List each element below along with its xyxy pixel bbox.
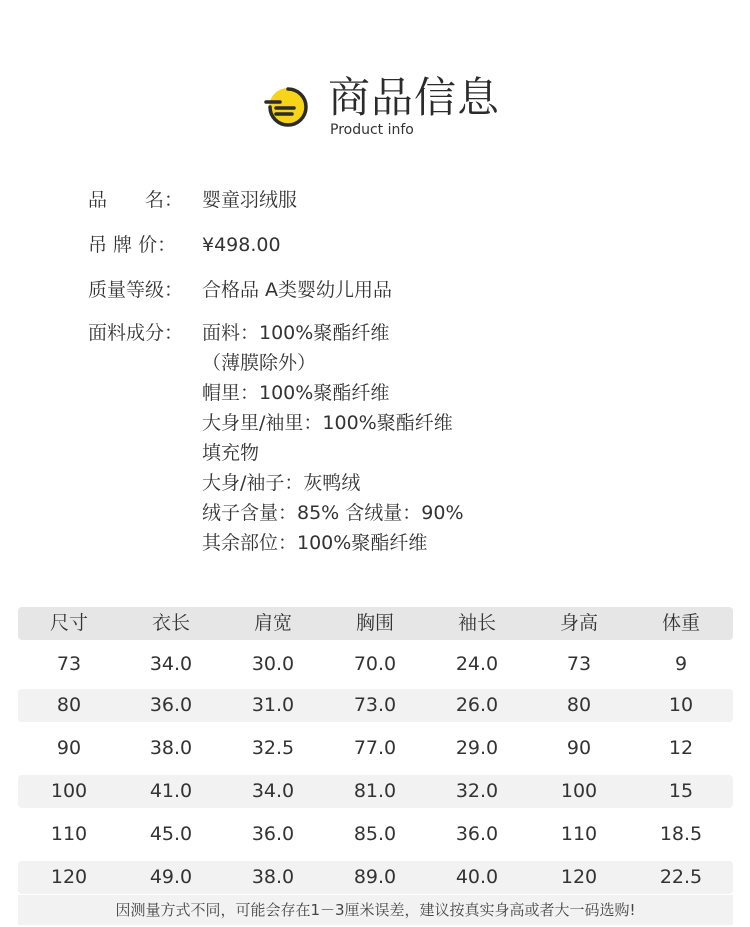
section-header bbox=[0, 70, 750, 140]
fabric-line: 大身/袖子：灰鸭绒 bbox=[202, 472, 361, 494]
table-row bbox=[18, 861, 733, 894]
table-cell: 30.0 bbox=[251, 653, 295, 675]
table-cell: 77.0 bbox=[353, 737, 397, 759]
table-row bbox=[18, 732, 733, 765]
list-icon bbox=[262, 84, 314, 130]
table-row bbox=[18, 648, 733, 681]
table-cell: 90 bbox=[566, 737, 592, 759]
table-header-cell: 尺寸 bbox=[49, 612, 88, 634]
table-cell: 40.0 bbox=[455, 866, 499, 888]
table-cell: 18.5 bbox=[659, 823, 703, 845]
table-cell: 90 bbox=[56, 737, 82, 759]
table-cell: 41.0 bbox=[149, 780, 193, 802]
table-cell: 22.5 bbox=[659, 866, 703, 888]
info-value-name: 婴童羽绒服 bbox=[202, 189, 298, 211]
section-subtitle: Product info bbox=[330, 122, 414, 138]
table-cell: 38.0 bbox=[251, 866, 295, 888]
table-cell: 34.0 bbox=[149, 653, 193, 675]
fabric-line: （薄膜除外） bbox=[202, 352, 317, 374]
fabric-line: 其余部位：100%聚酯纤维 bbox=[202, 532, 428, 554]
table-header-cell: 身高 bbox=[559, 612, 598, 634]
fabric-line: 填充物 bbox=[202, 442, 260, 464]
table-row bbox=[18, 775, 733, 808]
table-header-cell: 袖长 bbox=[457, 612, 496, 634]
table-cell: 70.0 bbox=[353, 653, 397, 675]
measurement-note: 因测量方式不同，可能会存在1－3厘米误差，建议按真实身高或者大一码选购! bbox=[18, 895, 733, 925]
table-cell: 36.0 bbox=[251, 823, 295, 845]
table-cell: 73 bbox=[56, 653, 82, 675]
table-row bbox=[18, 689, 733, 722]
info-value-quality: 合格品 A类婴幼儿用品 bbox=[202, 279, 393, 301]
table-cell: 29.0 bbox=[455, 737, 499, 759]
fabric-line: 面料：100%聚酯纤维 bbox=[202, 322, 390, 344]
table-header-cell: 衣长 bbox=[151, 612, 190, 634]
table-cell: 89.0 bbox=[353, 866, 397, 888]
table-cell: 26.0 bbox=[455, 694, 499, 716]
info-label-price: 吊 牌 价： bbox=[88, 234, 177, 256]
table-cell: 32.5 bbox=[251, 737, 295, 759]
table-cell: 85.0 bbox=[353, 823, 397, 845]
table-cell: 24.0 bbox=[455, 653, 499, 675]
table-cell: 120 bbox=[50, 866, 88, 888]
fabric-line: 大身里/袖里：100%聚酯纤维 bbox=[202, 412, 453, 434]
table-cell: 10 bbox=[668, 694, 694, 716]
section-title: 商品信息 bbox=[328, 73, 501, 122]
table-cell: 38.0 bbox=[149, 737, 193, 759]
table-header-cell: 肩宽 bbox=[253, 612, 292, 634]
table-cell: 31.0 bbox=[251, 694, 295, 716]
table-header-cell: 体重 bbox=[661, 612, 700, 634]
table-cell: 45.0 bbox=[149, 823, 193, 845]
fabric-line: 绒子含量：85% 含绒量：90% bbox=[202, 502, 464, 524]
fabric-line: 帽里：100%聚酯纤维 bbox=[202, 382, 390, 404]
table-cell: 81.0 bbox=[353, 780, 397, 802]
table-header-row bbox=[18, 607, 733, 640]
table-cell: 32.0 bbox=[455, 780, 499, 802]
table-cell: 9 bbox=[674, 653, 688, 675]
table-header-cell: 胸围 bbox=[355, 612, 394, 634]
table-cell: 34.0 bbox=[251, 780, 295, 802]
table-cell: 15 bbox=[668, 780, 694, 802]
table-cell: 120 bbox=[560, 866, 598, 888]
table-cell: 80 bbox=[56, 694, 82, 716]
table-cell: 110 bbox=[560, 823, 598, 845]
table-cell: 73 bbox=[566, 653, 592, 675]
info-label-name: 品 名： bbox=[88, 189, 184, 211]
table-cell: 12 bbox=[668, 737, 694, 759]
info-value-price: ¥498.00 bbox=[202, 234, 281, 256]
table-cell: 73.0 bbox=[353, 694, 397, 716]
table-cell: 80 bbox=[566, 694, 592, 716]
table-row bbox=[18, 818, 733, 851]
table-cell: 110 bbox=[50, 823, 88, 845]
info-label-quality: 质量等级： bbox=[88, 279, 184, 301]
table-cell: 49.0 bbox=[149, 866, 193, 888]
table-cell: 36.0 bbox=[455, 823, 499, 845]
table-cell: 36.0 bbox=[149, 694, 193, 716]
table-cell: 100 bbox=[560, 780, 598, 802]
info-label-fabric: 面料成分： bbox=[88, 322, 184, 344]
table-cell: 100 bbox=[50, 780, 88, 802]
fabric-composition-list bbox=[202, 321, 464, 561]
